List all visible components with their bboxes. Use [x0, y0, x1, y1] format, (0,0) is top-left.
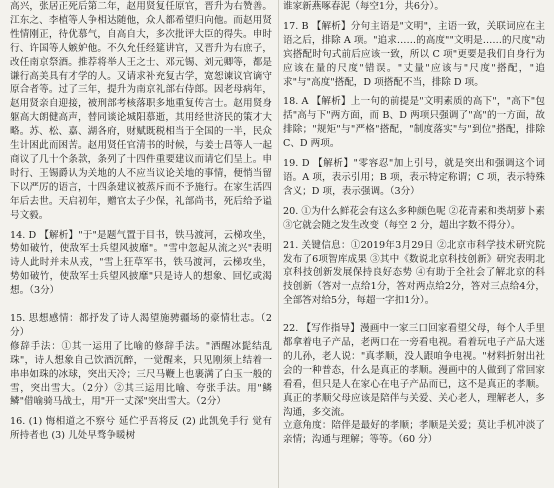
- question-17-answer: 17. B 【解析】分句主语是"文明"，主语一致，关联词应在主语之后，排除 A 项。"追求……的高度""文明是……的尺度"动宾搭配时句式前后应该一致，所以 C 项"更要是我们自身行为应该在量的尺度"错误。"丈量"应该与"尺度"搭配，"追求"与"高度"搭配，D 项搭配不当，排除 D 项。: [283, 20, 545, 88]
- right-column: [283, 0, 545, 447]
- column-divider: [278, 0, 279, 488]
- question-14-answer: 14. D 【解析】"于"是题气置于目书，铁马渡河，云梯攻坐，势如破竹，使敌军士兵望风披靡"。"雪中忽起从流之兴"表明诗人此时并未从戎，"雪上狂草军书，铁马渡河，云梯攻坐，势如破竹，使敌军士兵望风披靡"只是诗人的想象、回忆或渴想。（3分）: [10, 229, 272, 297]
- question-15-answer: 15. 思想感情：都抒发了诗人渴望施骋疆场的豪情壮志。（2分） 修辞手法：①其一运用了比喻的修辞手法。"洒醒冰髭结乱珠"，诗人想象自己饮酒沉醉，一觉醒来，只见刚须上结着一串串如珠的冰球，突出天冷；三尺马鞭上也裹满了白玉一般的雪，突出雪大。（2分）②其三运用比喻、夸张手法。用"鳞鳞"借喻骑马战士，用"开一丈深"突出雪大。（2分）: [10, 313, 272, 408]
- question-19-answer: 19. D 【解析】"零容忍"加上引号，就是突出和强调这个词语。A 项，表示引用；B 项，表示特定称谓；C 项，表示特殊含义；D 项，表示强调。（3分）: [283, 158, 545, 197]
- question-13-translation-continued: 高兴，张居正死后第二年，赵用贤复任原官，晋升为右赞善。江东之、李植等人争相达随他，众人都希望归向他。而赵用贤性情刚正，待优慕气，自高自大，多次批评大臣的得失。申时行、许国等人嫉妒他。不久允任经筵讲官，又晋升为右庶子，改任南京祭酒。推荐将举人王之士、邓元锡、刘元卿等，都是谦行高美具有才学的人。又请求补充复古学，宽恕谏议官谪守原合者等。过了三年，提升为南京礼部右侍郎。因老母病年，赵用贤亲自迎接，被刑部考核落职多地重复传言士。赵用贤身躯高大朗健高声，替同谈论城阳慕逝，其用经世济民的策才大略。苏、松、嘉、湖各府，财赋既税相当于全国的一半，民众生计困此而困苦。赵用贤任官清书的时候，与姜士昌等人一起商议了几十个条款，条列了十四件重要建议而请它们呈上。申时行、王锡爵认为关地的人不应当议论关地的事情，便悄当留下以严厉的语言，十四条建议被蒸斥而不予施行。在家生活四年后去世。天启初年，赠官太子少保，礼部尚书，死后给予谥号文毅。: [10, 1, 272, 221]
- question-20-answer: 20. ①为什么鲜花会有这么多种颜色呢 ②花青素和类胡萝卜素 ③它就会随之发生改变（每空 2 分，超出字数不得分）。: [283, 205, 545, 231]
- question-16-answer-continued: 谁家新燕啄春泥（每空1分，共6分）。: [283, 1, 444, 12]
- left-column: [10, 0, 272, 443]
- question-18-answer: 18. A 【解析】上一句的前提是"文明素质的高下"，"高下"包括"高与下"两方面，而 B、D 两项只强调了"高"的一方面，故排除；"规矩"与"严格"搭配，"制度落实"与"到位"搭配，排除 C、D 两项。: [283, 96, 545, 150]
- question-21-answer: 21. 关键信息：①2019年3月29日 ②北京市科学技术研究院发布了6项智库成果 ③其中《数说北京科技创新》研究表明北京科技创新发展保持良好态势 ④有助于全社会了解北京的科技创新（答对一点给1分，答对两点给2分，答对三点给4分，全部答对给5分，每超一字扣1分）。: [283, 239, 545, 307]
- question-22-answer: 22. 【写作指导】漫画中一家三口回家看望父母，每个人手里都拿着电子产品，老两口在一旁看电视。看着玩电子产品大迷的儿孙，老人说："真孝顺，没人跟咱争电视。"材料折射出社会的一种普态，什么是真正的孝顺。漫画中的人做到了常回家看看，但只是人在家心在电子产品而已，这不是真正的孝顺。真正的孝顺父母应该是陪伴与关爱、关心老人，理解老人，多沟通，多交流。 立意角度：陪伴是最好的孝顺；孝顺是关爱；莫让手机冲淡了亲情；沟通与理解；等等。（60 分）: [283, 323, 545, 446]
- question-16-answer: 16. (1) 悔相道之不察兮 延伫乎吾将反 (2) 此凯免手行 觉有所持者也 (3) 儿处早骛争暖树: [10, 416, 272, 442]
